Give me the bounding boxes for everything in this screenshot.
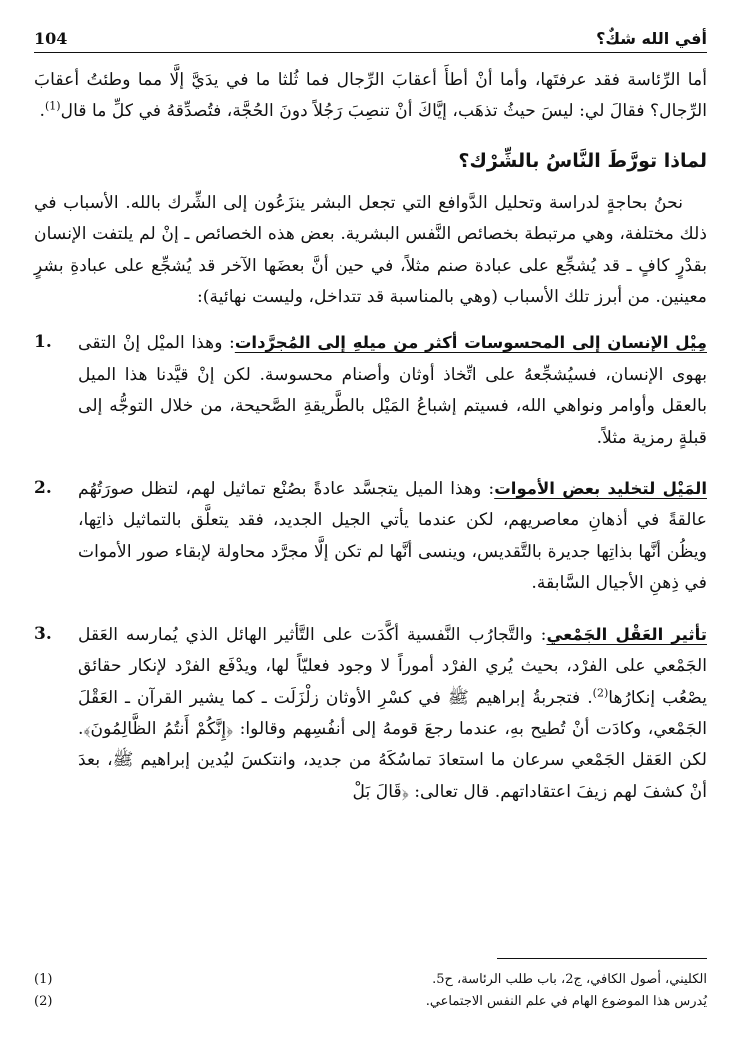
footnote-2 [34,991,707,1013]
list-item-2 [34,473,707,600]
footnotes [34,958,707,1013]
list-item-number: 1. [34,332,52,353]
list-item-title: تأثير العَقْل الجَمْعي [546,624,707,644]
intro-paragraph-text: أما الرِّئاسة فقد عرفتَها، وأما أنْ أطأَ أعقابَ الرِّجال فما ثُلثا ما في يدَيَّ إلَّا مما وطئتُ أعقابَ الرِّجال؟ فقالَ لي: ليسَ حيثُ تذهَب، إيَّاكَ أنْ تنصِبَ رَجُلاً دونَ الحُجَّة، فتُصدِّقهُ في كلِّ ما قال [34,70,707,122]
footnote-ref-1[interactable]: (1) [45,99,61,113]
list-item-number: 3. [34,623,52,644]
footnote-ref-2[interactable]: (2) [592,685,609,699]
intro-paragraph [34,65,707,128]
page-number: 104 [34,29,68,48]
list-item-body [78,473,707,600]
page-body [34,65,707,808]
footnote-text: الكليني، أصول الكافي، ج2، باب طلب الرئاسة، ح5. [432,972,707,987]
footnote-1 [34,969,707,991]
footnote-divider [497,958,707,959]
list-item-text: : وهذا الميْل إنْ التقى بهوى الإنسان، فسيُشجِّعهُ على اتِّخاذ أوثان وأصنام محسوسة. لكن إنْ قيَّدنا هذا الميل بالعقل وأوامر ونواهي الله، فسيتم إشباعُ المَيْل بالطَّريقةِ الصَّحيحة، من خلال التوجُّه إلى قبلةٍ رمزية مثلاً. [78,333,707,448]
list-item-body [78,327,707,454]
list-item-title: مِيْل الإنسان إلى المحسوسات أكثر من ميلهِ إلى المُجرَّدات [234,333,707,353]
list-item-text: : وهذا الميل يتجسَّد عادةً بصُنْع تماثيل لهم، لتظل صورَتُهُم عالقةً في أذهانِ معاصريهم، لكن عندما يأتي الجيل الجديد، فقد يتعلَّق بالتماثيل ذاتِها، ويظُن أنَّها بذاتِها جديرة بالتَّقديس، وينسى أنَّها لم تكن إلَّا مجرَّد محاولة لإبقاء صور الأموات في ذِهنِ الأجيال السَّابقة. [78,479,707,594]
footnote-number: (1) [34,972,53,987]
list-item-body [78,619,707,808]
list-item-text: : والتَّجارُب النَّفسية أكَّدَت على التَّأثير الهائل الذي يُمارسه العَقل الجَمْعي على الفرْد، بحيث يُري الفرْد أموراً لا وجود فعليّاً لها، ويدْفَع الفرْد لإنكار حقائق يصْعُب إنكارُها [78,624,707,708]
page-header [34,22,707,53]
footnote-number: (2) [34,994,53,1009]
list-item-1 [34,327,707,454]
section-heading: لماذا تورَّطَ النَّاسُ بالشِّرْك؟ [458,149,707,172]
intro-paragraph-end: . [39,101,45,122]
list-item-number: 2. [34,478,52,499]
list-item-3 [34,619,707,808]
footnote-text: يُدرس هذا الموضوع الهام في علم النفس الاجتماعي. [425,994,707,1009]
list-item-title: المَيْل لتخليد بعض الأموات [494,479,707,499]
running-title: أفي الله شكٌ؟ [596,29,707,48]
list-item-text-continued: . فتجربةُ إبراهيم ﷺ في كسْرِ الأوثان زلْزَلَت ـ كما يشير القرآن ـ العَقْلَ الجَمْعي، وكادَت أنْ تُطيح بهِ، عندما رجعَ قومهُ إلى أنفُسِهم وقالوا: ﴿إِنَّكُمْ أَنتُمُ الظَّالِمُونَ﴾. لكن العَقل الجَمْعي سرعان ما استعادَ تماسُكَهُ من جديد، وانتكسَ ليُدين إبراهيم ﷺ، بعدَ أنْ كشفَ لهم زيفَ اعتقاداتهم. قال تعالى: ﴿قَالَ بَلْ [78,687,707,802]
section-paragraph: نحنُ بحاجةٍ لدراسة وتحليل الدَّوافع التي تجعل البشر ينزَعُون إلى الشِّرك بالله. الأسباب في ذلك مختلفة، وهي مرتبطة بخصائص النَّفس البشرية. بعض هذه الخصائص ـ إنْ لم يلتفت الإنسان بقدْرٍ كافٍ ـ قد يُشجِّع على عبادة صنم مثلاً، في حين أنَّ بعضَها الآخر قد يُشجِّع على عبادةِ بشرٍ معينين. من أبرز تلك الأسباب (وهي بالمناسبة قد تتداخل، وليست نهائية): [34,192,707,308]
reasons-list [34,327,707,808]
